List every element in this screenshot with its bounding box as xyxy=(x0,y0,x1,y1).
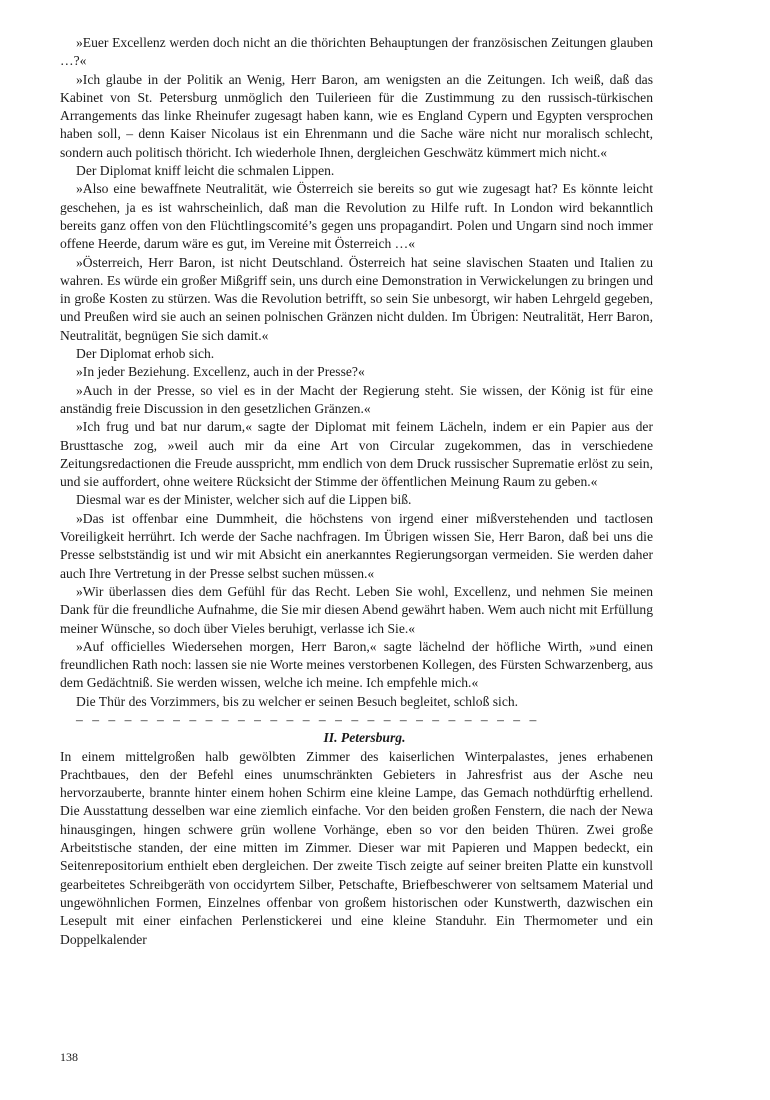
page-body xyxy=(60,34,653,949)
paragraph: Der Diplomat erhob sich. xyxy=(76,346,215,362)
paragraph: »Ich glaube in der Politik an Wenig, Herr Baron, am wenigsten an die Zeitungen. Ich weiß, daß das Kabinet von St. Petersburg unmöglich den Tuilerieen für die Zustimmung zu den russisch-türkischen Arrangements das linke Rheinufer zugesagt haben kann, wie es England Cypern und Egypten versprochen haben soll, – denn Kaiser Nicolaus ist ein Ehrenmann und die Sache wäre nicht nur moralisch schlecht, sondern auch politisch thöricht. Ich wiederhole Ihnen, dergleichen Geschwätz kümmert mich nicht.« xyxy=(60,71,653,160)
chapter-heading: II. Petersburg. xyxy=(323,730,406,746)
section-separator: – – – – – – – – – – – – – – – – – – – – – – – – – – – – – xyxy=(76,711,540,727)
paragraph: Die Thür des Vorzimmers, bis zu welcher er seinen Besuch begleitet, schloß sich. xyxy=(76,693,519,709)
paragraph: »In jeder Beziehung. Excellenz, auch in der Presse?« xyxy=(76,364,365,380)
paragraph: »Also eine bewaffnete Neutralität, wie Österreich sie bereits so gut wie zugesagt hat? Es könnte leicht geschehen, ja es ist wahrscheinlich, daß man die Revolution zu Hilfe ruft. In London wird bekanntlich bereits ganz offen von den Flüchtlingscomité’s gegen uns propagandirt. Polen und Ungarn sind noch immer offene Heerde, darum wäre es gut, im Vereine mit Österreich …« xyxy=(60,181,653,252)
paragraph: »Auch in der Presse, so viel es in der Macht der Regierung steht. Sie wissen, der König ist für eine anständig freie Discussion in den gesetzlichen Gränzen.« xyxy=(60,382,653,416)
paragraph: »Ich frug und bat nur darum,« sagte der Diplomat mit feinem Lächeln, indem er ein Papier aus der Brusttasche zog, »weil auch mir da eine Art von Circular zugekommen, das in verschiedene Zeitungsredactionen die Freude ausspricht, mm endlich von dem Druck russischer Suprematie erlöst zu sein, und sie auffordert, ohne weitere Rücksicht der Stimme der öffentlichen Meinung Raum zu geben.« xyxy=(60,419,653,490)
chapter-paragraph: In einem mittelgroßen halb gewölbten Zimmer des kaiserlichen Winterpalastes, jenes erhabenen Prachtbaues, den der Befehl eines unumschränkten Gebieters in Jahresfrist aus der Asche neu hervorzauberte, brannte hinter einem hohen Schirm eine kleine Lampe, das Gemach nothdürftig erhellend. Die Ausstattung desselben war eine ziemlich einfache. Vor den beiden großen Fenstern, die nach der Newa hinausgingen, hingen schwere grün wollene Vorhänge, eben so vor den beiden Thüren. Zwei große Arbeitstische standen, der eine mitten im Zimmer. Dieser war mit Papieren und Mappen bedeckt, ein Seitenrepositorium enthielt eben dergleichen. Der zweite Tisch zeigte auf seiner breiten Platte ein kunstvoll gearbeitetes Schreibgeräth von occidyrtem Silber, Petschafte, Briefbeschwerer von seltsamem Material und ungewöhnlichen Formen, Einzelnes offenbar von großem historischen oder Kunstwerth, dazwischen ein Lesepult mit einer einfachen Perlenstickerei und eine kleine Standuhr. Ein Thermometer und ein Doppelkalender xyxy=(60,748,653,947)
page-number: 138 xyxy=(60,1050,78,1064)
paragraph: Der Diplomat kniff leicht die schmalen Lippen. xyxy=(76,163,335,179)
paragraph: »Wir überlassen dies dem Gefühl für das Recht. Leben Sie wohl, Excellenz, und nehmen Sie meinen Dank für die freundliche Aufnahme, die Sie mir diesen Abend gewährt haben. Wem auch nicht mit Erfüllung meiner Wünsche, so doch über Vieles beruhigt, verlasse ich Sie.« xyxy=(60,583,653,636)
paragraph: »Österreich, Herr Baron, ist nicht Deutschland. Österreich hat seine slavischen Staaten und Italien zu wahren. Es würde ein großer Mißgriff sein, uns durch eine Demonstration in Verwickelungen zu bringen und in große Kosten zu stürzen. Was die Revolution betrifft, so sein Sie unbesorgt, wir haben Lehrgeld gegeben, und Preußen wird sie auch an seinen polnischen Gränzen nicht dulden. Im Übrigen: Neutralität, Herr Baron, Neutralität, begnügen Sie sich damit.« xyxy=(60,254,653,343)
paragraph: »Auf officielles Wiedersehen morgen, Herr Baron,« sagte lächelnd der höfliche Wirth, »und einen freundlichen Rath noch: lassen sie nie Worte meines verstorbenen Kollegen, des Fürsten Schwarzenberg, aus dem Gedächtniß. Sie werden wissen, welche ich meine. Ich empfehle mich.« xyxy=(60,638,653,691)
paragraph: Diesmal war es der Minister, welcher sich auf die Lippen biß. xyxy=(76,492,412,508)
paragraph: »Das ist offenbar eine Dummheit, die höchstens von irgend einer mißverstehenden und tactlosen Voreiligkeit herrührt. Ich werde der Sache nachfragen. Im Übrigen wissen Sie, Herr Baron, daß bei uns die Presse selbstständig ist und wir mit Absicht ein anerkanntes Regierungsorgan vermeiden. Sie werden daher auch Ihre Vertretung in der Presse selbst suchen müssen.« xyxy=(60,510,653,581)
paragraph: »Euer Excellenz werden doch nicht an die thörichten Behauptungen der französischen Zeitungen glauben …?« xyxy=(60,35,653,69)
